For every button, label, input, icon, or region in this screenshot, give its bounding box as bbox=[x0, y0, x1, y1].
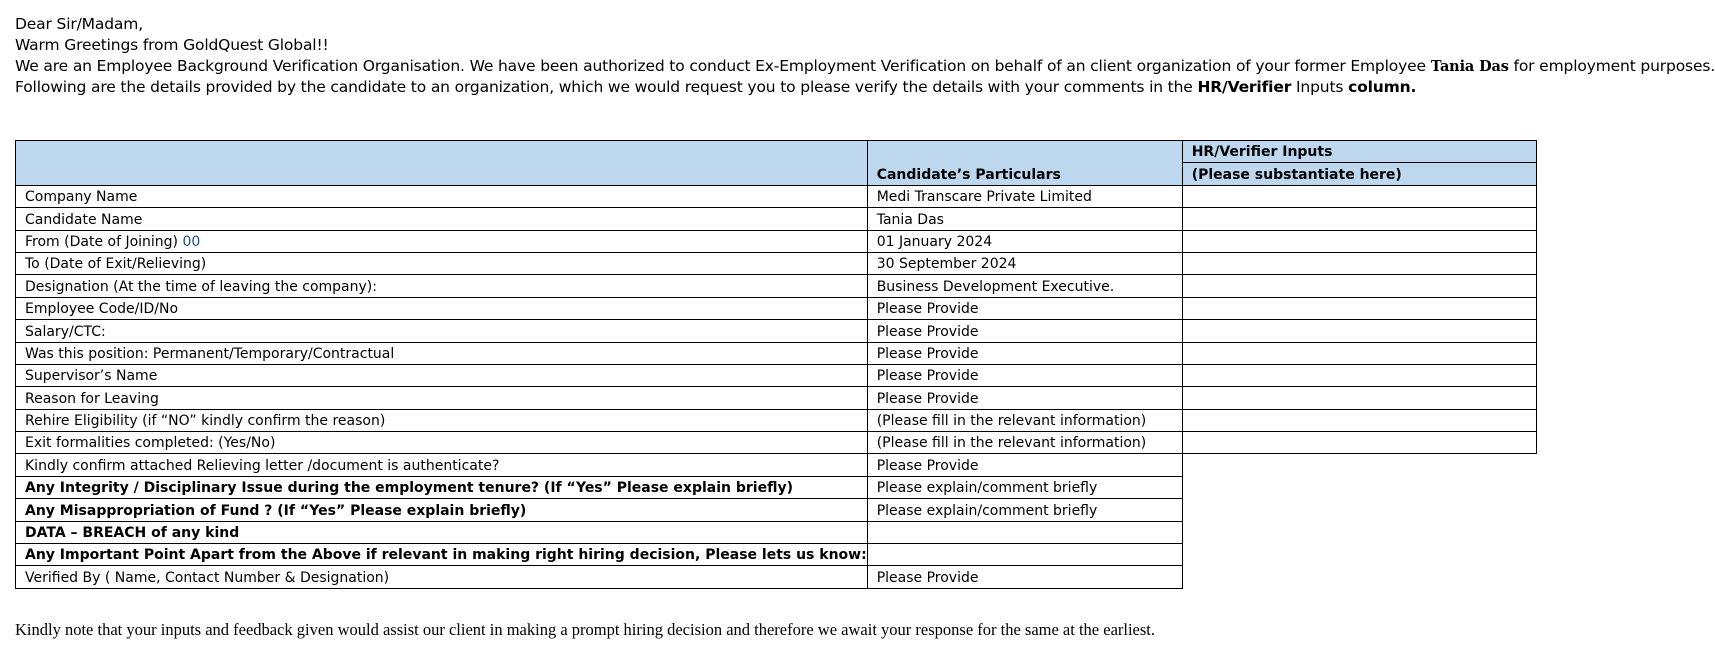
table-row bbox=[16, 275, 1537, 297]
row-label: Any Integrity / Disciplinary Issue during the employment tenure? (If “Yes” Please explain briefly) bbox=[16, 476, 868, 498]
empty-cell bbox=[1182, 476, 1536, 498]
verifier-input-cell[interactable] bbox=[1182, 432, 1536, 454]
candidate-value: 30 September 2024 bbox=[867, 252, 1182, 274]
candidate-value: Please Provide bbox=[867, 342, 1182, 364]
candidate-value: (Please fill in the relevant information) bbox=[867, 409, 1182, 431]
table-row bbox=[16, 297, 1537, 319]
candidate-value: Please Provide bbox=[867, 320, 1182, 342]
empty-cell bbox=[1182, 544, 1536, 566]
verification-table bbox=[15, 140, 1537, 589]
empty-cell bbox=[1182, 499, 1536, 521]
instruction-bold-column: column. bbox=[1348, 78, 1417, 96]
table-row-extra bbox=[16, 454, 1537, 476]
candidate-value: Please Provide bbox=[867, 566, 1182, 588]
row-label bbox=[16, 387, 868, 409]
instruction-bold-verifier: HR/Verifier bbox=[1197, 78, 1292, 96]
row-label: Kindly confirm attached Relieving letter /document is authenticate? bbox=[16, 454, 868, 476]
row-label bbox=[16, 320, 868, 342]
row-label-text: Candidate Name bbox=[25, 211, 143, 228]
row-label bbox=[16, 185, 868, 207]
row-label-text: Salary/CTC: bbox=[25, 323, 106, 340]
table-row-extra bbox=[16, 476, 1537, 498]
table-row-extra bbox=[16, 499, 1537, 521]
table-row bbox=[16, 185, 1537, 207]
verifier-input-cell[interactable] bbox=[1182, 387, 1536, 409]
candidate-value: (Please fill in the relevant information) bbox=[867, 432, 1182, 454]
verifier-input-cell[interactable] bbox=[1182, 364, 1536, 386]
table-header-row-1 bbox=[16, 141, 1537, 163]
verifier-input-cell[interactable] bbox=[1182, 342, 1536, 364]
row-label-text: Employee Code/ID/No bbox=[25, 301, 179, 318]
header-candidate-particulars: Candidate’s Particulars bbox=[867, 141, 1182, 186]
verifier-input-cell[interactable] bbox=[1182, 297, 1536, 319]
verifier-input-cell[interactable] bbox=[1182, 185, 1536, 207]
table-row bbox=[16, 342, 1537, 364]
row-label-text: Company Name bbox=[25, 189, 138, 206]
table-row bbox=[16, 364, 1537, 386]
greeting: Dear Sir/Madam, bbox=[15, 15, 143, 33]
footer-note: Kindly note that your inputs and feedback given would assist our client in making a prompt hiring decision and therefore we await your response for the same at the earliest. bbox=[15, 620, 1156, 639]
candidate-value bbox=[867, 544, 1182, 566]
table-row-extra bbox=[16, 566, 1537, 588]
row-label-text: From (Date of Joining) bbox=[25, 233, 183, 250]
row-label: Any Important Point Apart from the Above if relevant in making right hiring decision, Please lets us know: bbox=[16, 544, 868, 566]
empty-cell bbox=[1182, 566, 1536, 588]
row-label: Verified By ( Name, Contact Number & Designation) bbox=[16, 566, 868, 588]
letter-intro bbox=[15, 14, 1715, 98]
candidate-value bbox=[867, 521, 1182, 543]
row-label: DATA – BREACH of any kind bbox=[16, 521, 868, 543]
row-label bbox=[16, 297, 868, 319]
table-row bbox=[16, 387, 1537, 409]
empty-cell bbox=[1182, 521, 1536, 543]
candidate-value: Tania Das bbox=[867, 208, 1182, 230]
table-row bbox=[16, 432, 1537, 454]
table-row bbox=[16, 230, 1537, 252]
intro-paragraph bbox=[15, 56, 1715, 77]
verifier-input-cell[interactable] bbox=[1182, 320, 1536, 342]
instruction-paragraph bbox=[15, 77, 1715, 98]
verifier-input-cell[interactable] bbox=[1182, 409, 1536, 431]
candidate-value: 01 January 2024 bbox=[867, 230, 1182, 252]
row-label bbox=[16, 409, 868, 431]
row-label bbox=[16, 432, 868, 454]
verifier-input-cell[interactable] bbox=[1182, 230, 1536, 252]
row-label-suffix: 00 bbox=[182, 233, 201, 250]
verifier-input-cell[interactable] bbox=[1182, 275, 1536, 297]
row-label bbox=[16, 342, 868, 364]
header-please-substantiate: (Please substantiate here) bbox=[1182, 163, 1536, 185]
intro-text-after: for employment purposes. bbox=[1508, 57, 1715, 75]
candidate-name-inline: Tania Das bbox=[1430, 58, 1509, 75]
header-hr-verifier-inputs: HR/Verifier Inputs bbox=[1182, 141, 1536, 163]
row-label bbox=[16, 275, 868, 297]
table-row-extra bbox=[16, 544, 1537, 566]
table-row bbox=[16, 252, 1537, 274]
candidate-value: Please Provide bbox=[867, 454, 1182, 476]
table-row bbox=[16, 320, 1537, 342]
row-label bbox=[16, 208, 868, 230]
instruction-text-mid: Inputs bbox=[1291, 78, 1349, 96]
verifier-input-cell[interactable] bbox=[1182, 252, 1536, 274]
row-label bbox=[16, 364, 868, 386]
candidate-value: Please explain/comment briefly bbox=[867, 476, 1182, 498]
row-label-text: Designation (At the time of leaving the company): bbox=[25, 278, 377, 295]
candidate-value: Please explain/comment briefly bbox=[867, 499, 1182, 521]
row-label-text: Was this position: Permanent/Temporary/Contractual bbox=[25, 345, 395, 362]
candidate-value: Please Provide bbox=[867, 387, 1182, 409]
candidate-value: Please Provide bbox=[867, 364, 1182, 386]
row-label bbox=[16, 230, 868, 252]
row-label-text: Reason for Leaving bbox=[25, 390, 159, 407]
intro-text-before: We are an Employee Background Verification Organisation. We have been authorized to conduct Ex-Employment Verification on behalf of an client organization of your former Employee bbox=[15, 57, 1431, 75]
candidate-value: Medi Transcare Private Limited bbox=[867, 185, 1182, 207]
row-label: Any Misappropriation of Fund ? (If “Yes” Please explain briefly) bbox=[16, 499, 868, 521]
instruction-text-before: Following are the details provided by the candidate to an organization, which we would request you to please verify the details with your comments in the bbox=[15, 78, 1198, 96]
warm-greetings: Warm Greetings from GoldQuest Global!! bbox=[15, 36, 329, 54]
table-row-extra bbox=[16, 521, 1537, 543]
table-row bbox=[16, 208, 1537, 230]
row-label bbox=[16, 252, 868, 274]
candidate-value: Business Development Executive. bbox=[867, 275, 1182, 297]
row-label-text: Exit formalities completed: (Yes/No) bbox=[25, 435, 276, 452]
row-label-text: Supervisor’s Name bbox=[25, 368, 158, 385]
row-label-text: Rehire Eligibility (if “NO” kindly confirm the reason) bbox=[25, 413, 386, 430]
empty-cell bbox=[1182, 454, 1536, 476]
verifier-input-cell[interactable] bbox=[1182, 208, 1536, 230]
row-label-text: To (Date of Exit/Relieving) bbox=[25, 256, 207, 273]
table-row bbox=[16, 409, 1537, 431]
header-blank-cell bbox=[16, 141, 868, 186]
candidate-value: Please Provide bbox=[867, 297, 1182, 319]
